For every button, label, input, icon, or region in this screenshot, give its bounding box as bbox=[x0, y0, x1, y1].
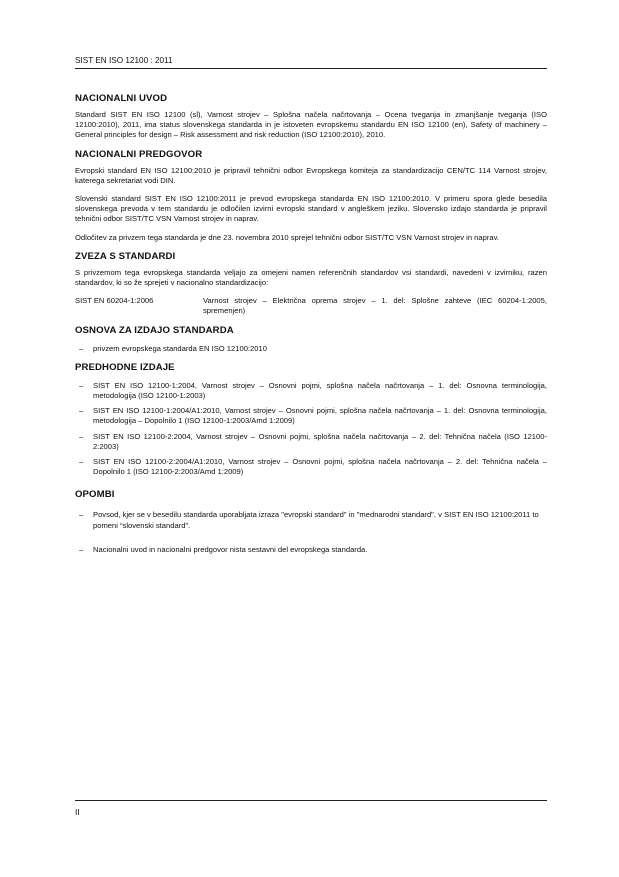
opombi-list bbox=[75, 510, 547, 555]
dash-bullet: – bbox=[79, 343, 84, 353]
list-item: – SIST EN ISO 12100-1:2004/A1:2010, Varnost strojev – Osnovni pojmi, splošna načela načrtovanja – 1. del: Osnovna terminologija, metodologija – Dopolnilo 1 (ISO 12100-1:2003/Amd 1:2009) bbox=[75, 406, 547, 426]
running-header: SIST EN ISO 12100 : 2011 bbox=[75, 56, 547, 69]
predgovor-paragraph-3: Odločitev za privzem tega standarda je dne 23. novembra 2010 sprejel tehnični odbor SIST/TC VSN Varnost strojev in naprav. bbox=[75, 232, 499, 242]
reference-code: SIST EN 60204-1:2006 bbox=[75, 296, 154, 306]
reference-row bbox=[75, 296, 547, 316]
heading-zveza-s-standardi: ZVEZA S STANDARDI bbox=[75, 250, 176, 262]
heading-predhodne-izdaje: PREDHODNE IZDAJE bbox=[75, 361, 175, 373]
list-item: – Povsod, kjer se v besedilu standarda uporabljata izraza "evropski standard" in "mednarodni standard", v SIST EN ISO 12100:2011 to pomeni “slovenski standard”. bbox=[75, 510, 547, 530]
reference-description: Varnost strojev – Električna oprema strojev – 1. del: Splošne zahteve (IEC 60204-1:2005, spremenjen) bbox=[203, 296, 547, 316]
predgovor-paragraph-1: Evropski standard EN ISO 12100:2010 je pripravil tehnični odbor Evropskega komiteja za standardizacijo CEN/TC 114 Varnost strojev, katerega sekretariat vodi DIN. bbox=[75, 165, 547, 185]
dash-bullet: – bbox=[79, 431, 84, 441]
dash-bullet: – bbox=[79, 406, 84, 416]
list-item: – SIST EN ISO 12100-2:2004/A1:2010, Varnost strojev – Osnovni pojmi, splošna načela načrtovanja – 2. del: Tehnična načela – Dopolnilo 1 (ISO 12100-2:2003/Amd 1:2009) bbox=[75, 457, 547, 477]
list-item: – SIST EN ISO 12100-1:2004, Varnost strojev – Osnovni pojmi, splošna načela načrtovanja – 1. del: Osnovna terminologija, metodologija (ISO 12100-1:2003) bbox=[75, 381, 547, 401]
heading-osnova: OSNOVA ZA IZDAJO STANDARDA bbox=[75, 324, 234, 336]
heading-nacionalni-predgovor: NACIONALNI PREDGOVOR bbox=[75, 148, 203, 160]
dash-bullet: – bbox=[79, 457, 84, 467]
dash-bullet: – bbox=[79, 380, 84, 390]
page-number: II bbox=[75, 808, 80, 817]
predgovor-paragraph-2: Slovenski standard SIST EN ISO 12100:2011 je prevod evropskega standarda EN ISO 12100:2010. V primeru spora glede besedila slovenskega prevoda v tem standardu je odločilen izvirni evropski standard v angleškem jeziku. Slovensko izdajo standarda je pripravil tehnični odbor SIST/TC VSN Varnost strojev in naprav. bbox=[75, 194, 547, 224]
list-item: – privzem evropskega standarda EN ISO 12100:2010 bbox=[75, 344, 547, 354]
heading-nacionalni-uvod: NACIONALNI UVOD bbox=[75, 93, 168, 104]
dash-bullet: – bbox=[79, 510, 84, 520]
list-item: – SIST EN ISO 12100-2:2004, Varnost strojev – Osnovni pojmi, splošna načela načrtovanja – 2. del: Tehnična načela (ISO 12100-2:2003) bbox=[75, 432, 547, 452]
document-page bbox=[75, 56, 547, 555]
dash-bullet: – bbox=[79, 544, 84, 554]
heading-opombi: OPOMBI bbox=[75, 489, 115, 501]
uvod-paragraph: Standard SIST EN ISO 12100 (sl), Varnost strojev – Splošna načela načrtovanja – Ocena tveganja in zmanjšanje tveganja (ISO 12100:2010), 2011, ima status slovenskega standarda in je istoveten evropskemu standardu EN ISO 12100 (en), Safety of machinery – General principles for design – Risk assessment and risk reduction (ISO 12100:2010), 2010. bbox=[75, 110, 547, 140]
predhodne-list bbox=[75, 381, 547, 478]
page-footer bbox=[75, 800, 547, 817]
osnova-list bbox=[75, 344, 547, 354]
list-item: – Nacionalni uvod in nacionalni predgovor nista sestavni del evropskega standarda. bbox=[75, 545, 547, 555]
zveza-paragraph: S privzemom tega evropskega standarda veljajo za omejeni namen referenčnih standardov vsi standardi, navedeni v izvirniku, razen standardov, ki so že sprejeti v nacionalno standardizacijo: bbox=[75, 267, 547, 288]
